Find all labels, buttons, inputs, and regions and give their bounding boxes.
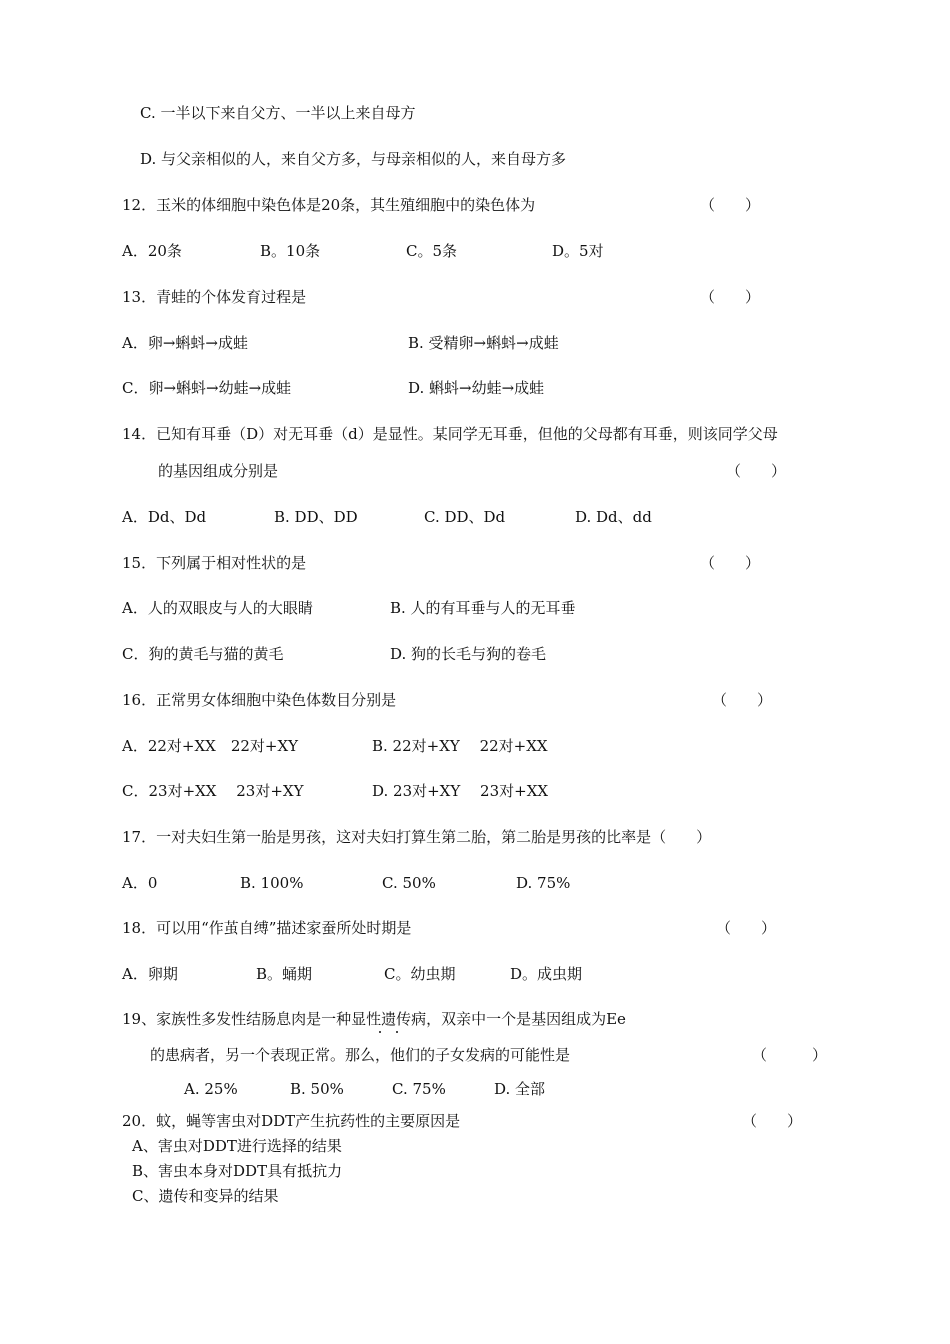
q14-option-b: B. DD、DD bbox=[274, 508, 358, 526]
q20-option-a: A、害虫对DDT进行选择的结果 bbox=[132, 1137, 342, 1155]
q14-option-d: D. Dd、dd bbox=[575, 508, 652, 526]
q14-stem-line1: 14．已知有耳垂（D）对无耳垂（d）是显性。某同学无耳垂，但他的父母都有耳垂，则该同学父母 bbox=[122, 425, 778, 443]
emphasis-dot bbox=[396, 1031, 398, 1033]
q18-option-d: D。成虫期 bbox=[510, 965, 583, 983]
q12-option-c: C。5条 bbox=[406, 242, 458, 260]
q19-option-a: A. 25% bbox=[184, 1080, 238, 1098]
q16-option-a: A．22对+XX 22对+XY bbox=[122, 737, 299, 755]
q18-option-a: A．卵期 bbox=[122, 965, 178, 983]
q20-option-b: B、害虫本身对DDT具有抵抗力 bbox=[132, 1162, 343, 1180]
q18-answer-paren: （ ） bbox=[716, 919, 777, 937]
q19-stem-line2: 的患病者，另一个表现正常。那么，他们的子女发病的可能性是 bbox=[150, 1046, 571, 1064]
q13-answer-paren: （ ） bbox=[700, 288, 761, 306]
q17-stem: 17．一对夫妇生第一胎是男孩，这对夫妇打算生第二胎，第二胎是男孩的比率是（ ） bbox=[122, 828, 712, 846]
q11-option-d: D. 与父亲相似的人，来自父方多，与母亲相似的人，来自母方多 bbox=[140, 150, 567, 168]
q15-option-d: D. 狗的长毛与狗的卷毛 bbox=[390, 645, 547, 663]
q12-stem: 12．玉米的体细胞中染色体是20条，其生殖细胞中的染色体为 bbox=[122, 196, 536, 214]
q18-option-c: C。幼虫期 bbox=[384, 965, 456, 983]
q20-answer-paren: （ ） bbox=[742, 1112, 803, 1130]
q15-option-b: B. 人的有耳垂与人的无耳垂 bbox=[390, 599, 576, 617]
q17-option-a: A．0 bbox=[122, 874, 158, 892]
q19-option-d: D. 全部 bbox=[494, 1080, 546, 1098]
q15-stem: 15．下列属于相对性状的是 bbox=[122, 554, 307, 572]
q19-stem-line1: 19、家族性多发性结肠息肉是一种显性遗传病，双亲中一个是基因组成为Ee bbox=[122, 1010, 626, 1028]
q19-answer-paren: （ ） bbox=[752, 1046, 828, 1064]
q13-option-d: D. 蝌蚪→幼蛙→成蛙 bbox=[408, 379, 545, 397]
q15-option-a: A．人的双眼皮与人的大眼睛 bbox=[122, 599, 313, 617]
emphasis-dot bbox=[379, 1031, 381, 1033]
q16-option-d: D. 23对+XY 23对+XX bbox=[372, 782, 549, 800]
q13-option-c: C．卵→蝌蚪→幼蛙→成蛙 bbox=[122, 379, 292, 397]
q19-option-c: C. 75% bbox=[392, 1080, 446, 1098]
q16-option-c: C．23对+XX 23对+XY bbox=[122, 782, 304, 800]
q14-stem-line2: 的基因组成分别是 bbox=[158, 462, 279, 480]
q18-stem: 18．可以用“作茧自缚”描述家蚕所处时期是 bbox=[122, 919, 412, 937]
q14-option-c: C. DD、Dd bbox=[424, 508, 506, 526]
q16-option-b: B. 22对+XY 22对+XX bbox=[372, 737, 548, 755]
q12-answer-paren: （ ） bbox=[700, 196, 761, 214]
q12-option-d: D。5对 bbox=[552, 242, 604, 260]
q20-stem: 20．蚊，蝇等害虫对DDT产生抗药性的主要原因是 bbox=[122, 1112, 461, 1130]
q13-stem: 13．青蛙的个体发育过程是 bbox=[122, 288, 307, 306]
q17-option-b: B. 100% bbox=[240, 874, 304, 892]
q16-stem: 16．正常男女体细胞中染色体数目分别是 bbox=[122, 691, 397, 709]
q17-option-c: C. 50% bbox=[382, 874, 436, 892]
q13-option-a: A．卵→蝌蚪→成蛙 bbox=[122, 334, 248, 352]
q13-option-b: B. 受精卵→蝌蚪→成蛙 bbox=[408, 334, 559, 352]
q15-option-c: C．狗的黄毛与猫的黄毛 bbox=[122, 645, 284, 663]
q15-answer-paren: （ ） bbox=[700, 554, 761, 572]
q11-option-c: C. 一半以下来自父方、一半以上来自母方 bbox=[140, 104, 416, 122]
q12-option-a: A．20条 bbox=[122, 242, 182, 260]
q12-option-b: B。10条 bbox=[260, 242, 321, 260]
q19-option-b: B. 50% bbox=[290, 1080, 344, 1098]
q20-option-c: C、遗传和变异的结果 bbox=[132, 1187, 279, 1205]
q14-option-a: A．Dd、Dd bbox=[122, 508, 207, 526]
q17-option-d: D. 75% bbox=[516, 874, 571, 892]
q14-answer-paren: （ ） bbox=[726, 462, 787, 480]
q16-answer-paren: （ ） bbox=[712, 691, 773, 709]
q18-option-b: B。蛹期 bbox=[256, 965, 313, 983]
